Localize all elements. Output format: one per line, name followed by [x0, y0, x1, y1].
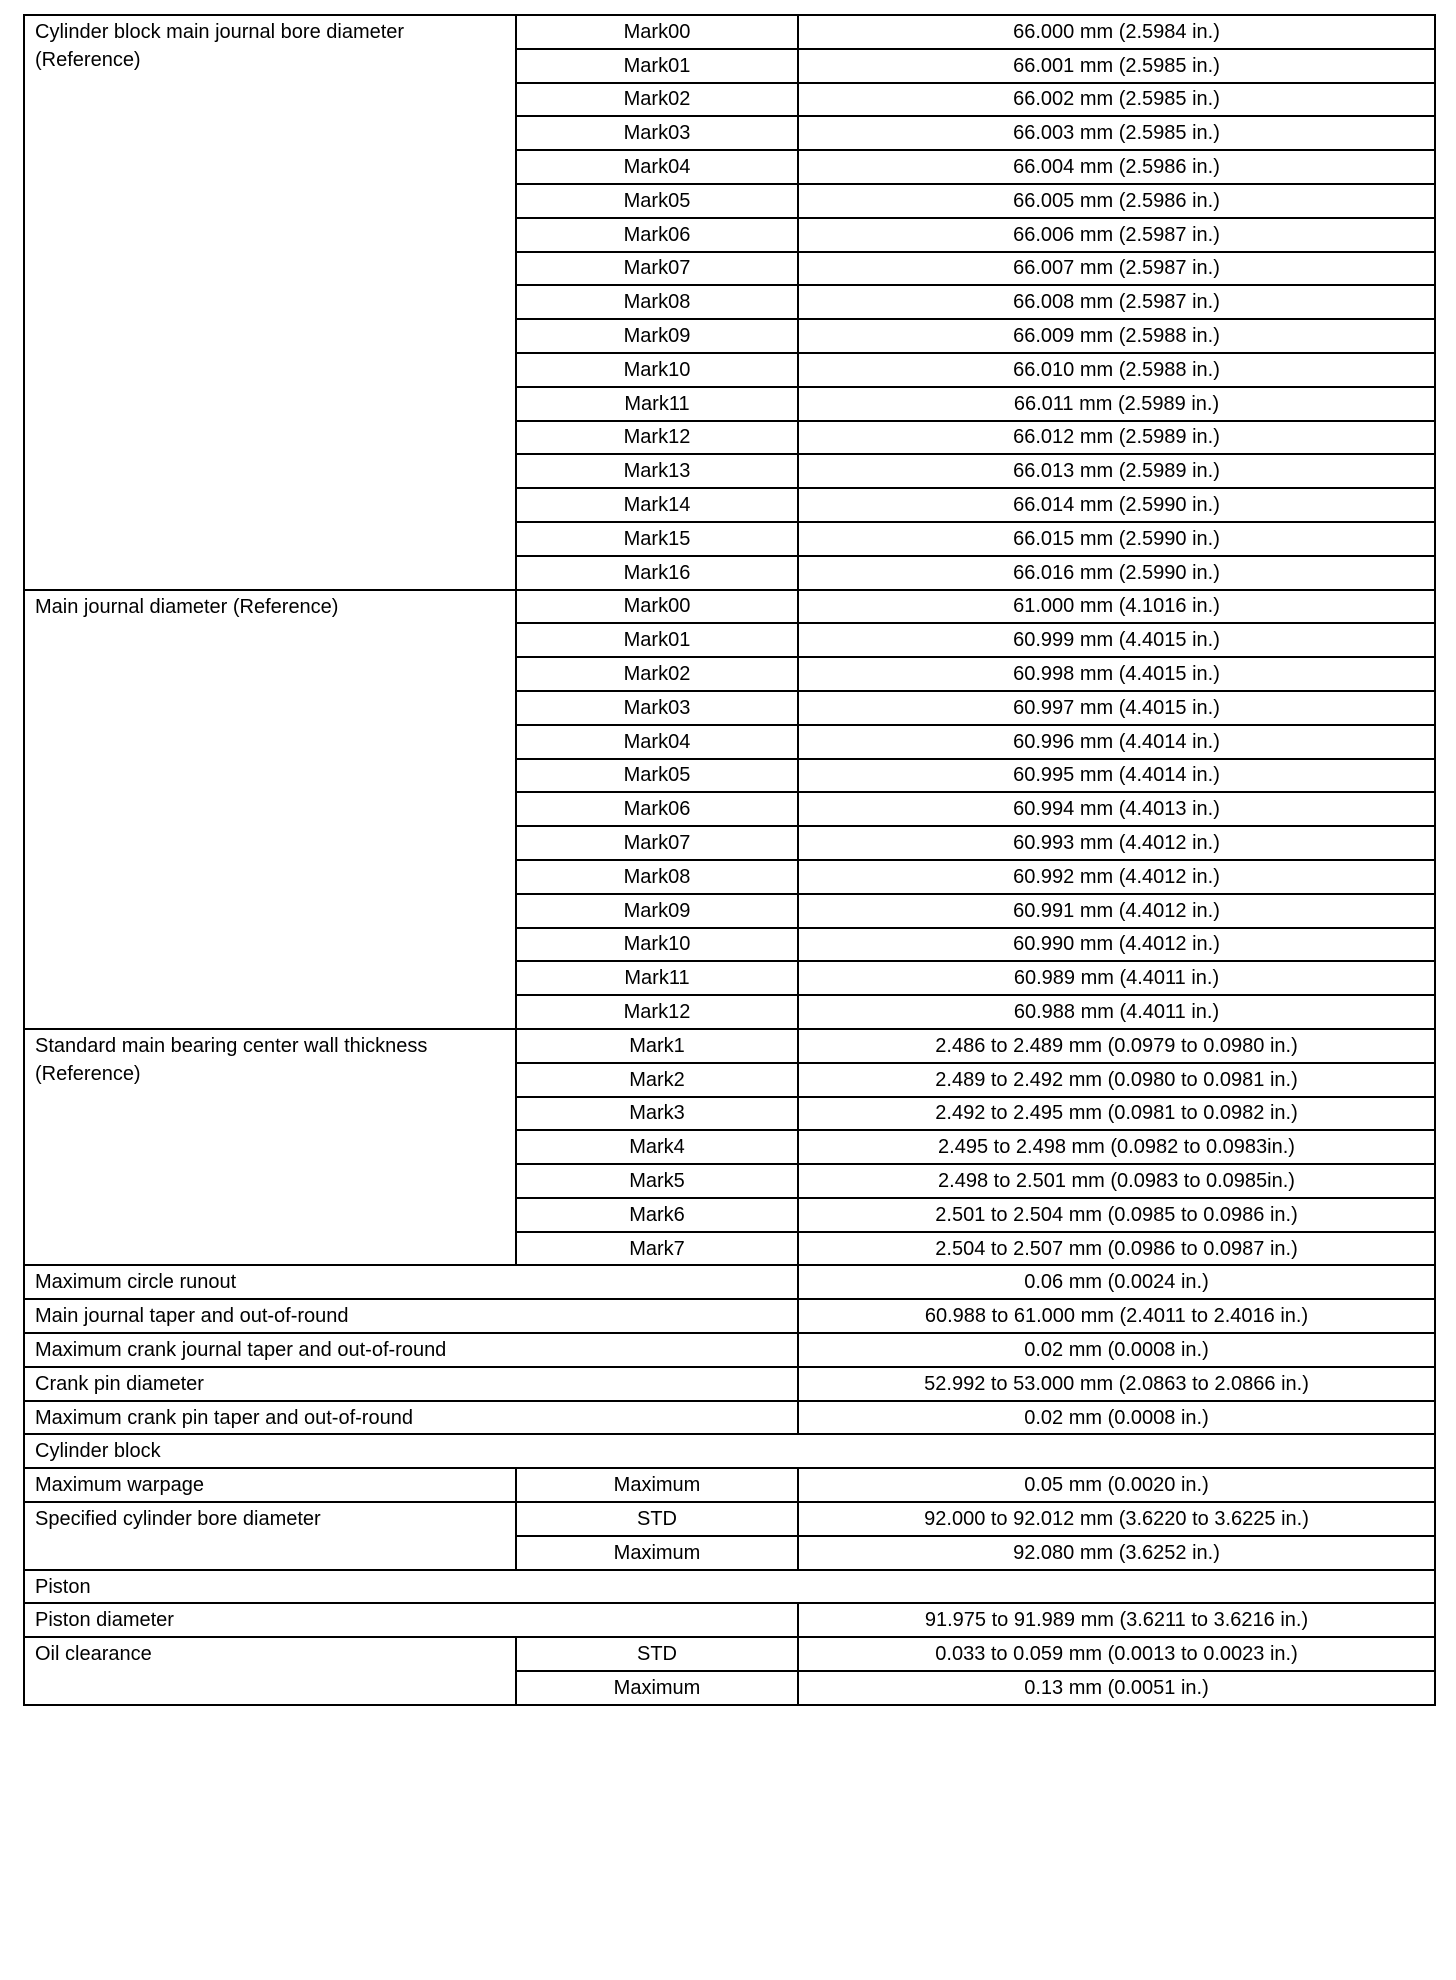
- mark-value: 60.993 mm (4.4012 in.): [798, 826, 1435, 860]
- mark-value: 61.000 mm (4.1016 in.): [798, 590, 1435, 624]
- mark-value: 60.996 mm (4.4014 in.): [798, 725, 1435, 759]
- mark-value: 60.999 mm (4.4015 in.): [798, 623, 1435, 657]
- spec-label: Crank pin diameter: [24, 1367, 798, 1401]
- mark-value: 66.003 mm (2.5985 in.): [798, 116, 1435, 150]
- bore-max-type: Maximum: [516, 1536, 798, 1570]
- mark-value: 60.992 mm (4.4012 in.): [798, 860, 1435, 894]
- spec-label: Main journal taper and out-of-round: [24, 1299, 798, 1333]
- mark-value: 2.495 to 2.498 mm (0.0982 to 0.0983in.): [798, 1130, 1435, 1164]
- spec-value: 60.988 to 61.000 mm (2.4011 to 2.4016 in.): [798, 1299, 1435, 1333]
- oil-clearance-max-type: Maximum: [516, 1671, 798, 1705]
- mark-label: Mark7: [516, 1232, 798, 1266]
- mark-label: Mark02: [516, 83, 798, 117]
- mark-label: Mark12: [516, 995, 798, 1029]
- section-heading-row: [24, 1434, 1435, 1468]
- table-row: [24, 1029, 1435, 1063]
- mark-value: 66.011 mm (2.5989 in.): [798, 387, 1435, 421]
- spec-value: 0.02 mm (0.0008 in.): [798, 1333, 1435, 1367]
- mark-value: 66.007 mm (2.5987 in.): [798, 252, 1435, 286]
- mark-label: Mark05: [516, 759, 798, 793]
- section-label: Cylinder block main journal bore diameter (Reference): [24, 15, 516, 590]
- spec-value: 52.992 to 53.000 mm (2.0863 to 2.0866 in.): [798, 1367, 1435, 1401]
- mark-label: Mark09: [516, 894, 798, 928]
- table-row: [24, 1333, 1435, 1367]
- bore-std-value: 92.000 to 92.012 mm (3.6220 to 3.6225 in.): [798, 1502, 1435, 1536]
- warpage-type: Maximum: [516, 1468, 798, 1502]
- mark-value: 60.998 mm (4.4015 in.): [798, 657, 1435, 691]
- spec-value: 0.06 mm (0.0024 in.): [798, 1265, 1435, 1299]
- mark-value: 66.013 mm (2.5989 in.): [798, 454, 1435, 488]
- mark-label: Mark15: [516, 522, 798, 556]
- mark-label: Mark1: [516, 1029, 798, 1063]
- mark-label: Mark3: [516, 1097, 798, 1131]
- table-row: [24, 15, 1435, 49]
- mark-label: Mark03: [516, 116, 798, 150]
- mark-value: 60.988 mm (4.4011 in.): [798, 995, 1435, 1029]
- oil-clearance-std-type: STD: [516, 1637, 798, 1671]
- table-row: [24, 1468, 1435, 1502]
- table-row: [24, 1637, 1435, 1671]
- piston-diameter-label: Piston diameter: [24, 1603, 798, 1637]
- mark-value: 60.990 mm (4.4012 in.): [798, 928, 1435, 962]
- mark-value: 2.486 to 2.489 mm (0.0979 to 0.0980 in.): [798, 1029, 1435, 1063]
- mark-value: 66.012 mm (2.5989 in.): [798, 421, 1435, 455]
- piston-diameter-value: 91.975 to 91.989 mm (3.6211 to 3.6216 in.): [798, 1603, 1435, 1637]
- mark-label: Mark6: [516, 1198, 798, 1232]
- mark-label: Mark06: [516, 792, 798, 826]
- mark-value: 60.997 mm (4.4015 in.): [798, 691, 1435, 725]
- mark-label: Mark01: [516, 49, 798, 83]
- table-row: [24, 1367, 1435, 1401]
- mark-label: Mark04: [516, 725, 798, 759]
- section-label: Standard main bearing center wall thickness (Reference): [24, 1029, 516, 1266]
- mark-value: 60.994 mm (4.4013 in.): [798, 792, 1435, 826]
- table-row: [24, 1265, 1435, 1299]
- mark-value: 66.005 mm (2.5986 in.): [798, 184, 1435, 218]
- spec-label: Maximum crank journal taper and out-of-round: [24, 1333, 798, 1367]
- mark-label: Mark13: [516, 454, 798, 488]
- spec-table-body: [24, 15, 1435, 1705]
- piston-heading: Piston: [24, 1570, 1435, 1604]
- oil-clearance-label: Oil clearance: [24, 1637, 516, 1705]
- spec-value: 0.02 mm (0.0008 in.): [798, 1401, 1435, 1435]
- table-row: [24, 1401, 1435, 1435]
- warpage-label: Maximum warpage: [24, 1468, 516, 1502]
- mark-value: 2.501 to 2.504 mm (0.0985 to 0.0986 in.): [798, 1198, 1435, 1232]
- spec-label: Maximum crank pin taper and out-of-round: [24, 1401, 798, 1435]
- mark-label: Mark11: [516, 387, 798, 421]
- mark-value: 60.989 mm (4.4011 in.): [798, 961, 1435, 995]
- table-row: [24, 1502, 1435, 1536]
- bore-std-type: STD: [516, 1502, 798, 1536]
- mark-label: Mark4: [516, 1130, 798, 1164]
- oil-clearance-std-value: 0.033 to 0.059 mm (0.0013 to 0.0023 in.): [798, 1637, 1435, 1671]
- mark-value: 66.015 mm (2.5990 in.): [798, 522, 1435, 556]
- oil-clearance-max-value: 0.13 mm (0.0051 in.): [798, 1671, 1435, 1705]
- mark-value: 66.009 mm (2.5988 in.): [798, 319, 1435, 353]
- bore-label: Specified cylinder bore diameter: [24, 1502, 516, 1570]
- mark-value: 66.014 mm (2.5990 in.): [798, 488, 1435, 522]
- mark-value: 60.995 mm (4.4014 in.): [798, 759, 1435, 793]
- mark-label: Mark2: [516, 1063, 798, 1097]
- warpage-value: 0.05 mm (0.0020 in.): [798, 1468, 1435, 1502]
- mark-label: Mark00: [516, 590, 798, 624]
- mark-label: Mark00: [516, 15, 798, 49]
- mark-label: Mark05: [516, 184, 798, 218]
- mark-value: 66.001 mm (2.5985 in.): [798, 49, 1435, 83]
- mark-value: 66.002 mm (2.5985 in.): [798, 83, 1435, 117]
- mark-label: Mark07: [516, 252, 798, 286]
- mark-label: Mark01: [516, 623, 798, 657]
- mark-label: Mark03: [516, 691, 798, 725]
- mark-value: 66.010 mm (2.5988 in.): [798, 353, 1435, 387]
- mark-value: 66.008 mm (2.5987 in.): [798, 285, 1435, 319]
- mark-value: 66.000 mm (2.5984 in.): [798, 15, 1435, 49]
- mark-label: Mark5: [516, 1164, 798, 1198]
- mark-label: Mark04: [516, 150, 798, 184]
- cylinder-block-heading: Cylinder block: [24, 1434, 1435, 1468]
- mark-label: Mark02: [516, 657, 798, 691]
- mark-value: 2.492 to 2.495 mm (0.0981 to 0.0982 in.): [798, 1097, 1435, 1131]
- mark-label: Mark08: [516, 860, 798, 894]
- mark-label: Mark06: [516, 218, 798, 252]
- section-heading-row: [24, 1570, 1435, 1604]
- section-label: Main journal diameter (Reference): [24, 590, 516, 1029]
- bore-max-value: 92.080 mm (3.6252 in.): [798, 1536, 1435, 1570]
- mark-label: Mark09: [516, 319, 798, 353]
- mark-value: 66.004 mm (2.5986 in.): [798, 150, 1435, 184]
- table-row: [24, 1603, 1435, 1637]
- spec-table: [23, 14, 1436, 1706]
- table-row: [24, 590, 1435, 624]
- table-row: [24, 1299, 1435, 1333]
- mark-label: Mark11: [516, 961, 798, 995]
- mark-label: Mark10: [516, 353, 798, 387]
- mark-value: 2.504 to 2.507 mm (0.0986 to 0.0987 in.): [798, 1232, 1435, 1266]
- mark-label: Mark14: [516, 488, 798, 522]
- spec-label: Maximum circle runout: [24, 1265, 798, 1299]
- mark-value: 66.006 mm (2.5987 in.): [798, 218, 1435, 252]
- mark-label: Mark16: [516, 556, 798, 590]
- mark-value: 60.991 mm (4.4012 in.): [798, 894, 1435, 928]
- mark-value: 2.489 to 2.492 mm (0.0980 to 0.0981 in.): [798, 1063, 1435, 1097]
- mark-value: 66.016 mm (2.5990 in.): [798, 556, 1435, 590]
- mark-label: Mark10: [516, 928, 798, 962]
- mark-label: Mark12: [516, 421, 798, 455]
- mark-label: Mark07: [516, 826, 798, 860]
- mark-value: 2.498 to 2.501 mm (0.0983 to 0.0985in.): [798, 1164, 1435, 1198]
- mark-label: Mark08: [516, 285, 798, 319]
